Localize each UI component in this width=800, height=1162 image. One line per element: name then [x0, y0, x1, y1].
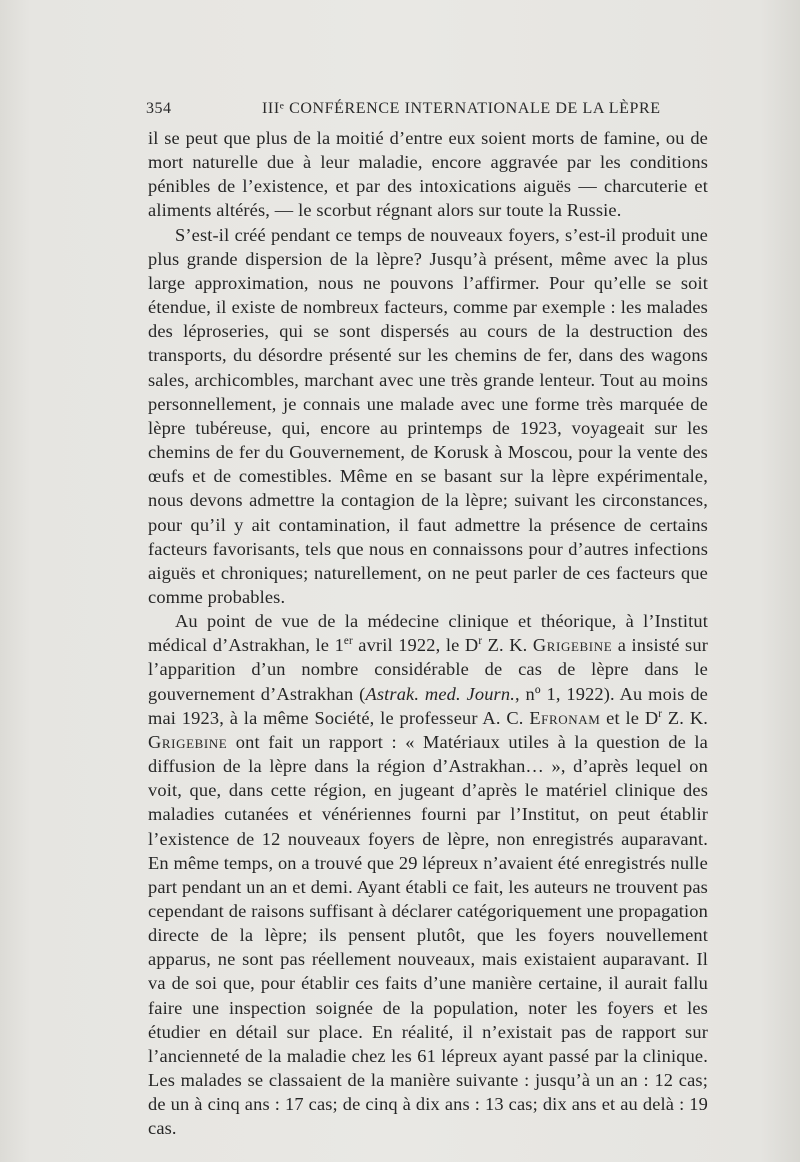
text-run: Au point de vue de la médecine clinique et théorique, à l’Institut médical d’Astrakhan, le 1 — [148, 611, 708, 656]
author-name: Efronam — [529, 707, 601, 728]
superscript: r — [478, 635, 483, 648]
text-run: et le D — [600, 707, 659, 728]
page-header — [146, 100, 706, 124]
text-run: , nº 1, 1922). Au mois de mai 1923, à la même Société, le professeur A. C. — [148, 683, 708, 728]
author-name: Grigebine — [148, 731, 228, 752]
text-run: ont fait un rapport : « Matériaux utiles à la question de la diffusion de la lèpre dans la région d’Astrakhan… », d’après lequel on voit, que, dans cette région, en jugeant d’après le matériel clinique des maladies cutanées et vénériennes fourni par l’Institut, on peut établir l’existence de 12 nouveaux foyers de lèpre, non enregistrés auparavant. En même temps, on a trouvé que 29 lépreux n’avaient été enregistrés nulle part pendant un an et demi. Ayant établi ce fait, les auteurs ne trouvent pas cependant de raisons suffisant à déclarer catégoriquement une propagation directe de la lèpre; ils pensent plutôt, que les foyers nouvellement apparus, ne sont pas réellement nouveaux, mais existaient auparavant. Il va de soi que, pour établir ces faits d’une manière certaine, il aurait fallu faire une inspection soignée de la population, noter les foyers et les étudier en détail sur place. En réalité, il n’existait pas de rapport sur l’ancienneté de la maladie chez les 61 lépreux ayant passé par la clinique. Les malades se classaient de la manière suivante : jusqu’à un an : 12 cas; de un à cinq ans : 17 cas; de cinq à dix ans : 13 cas; dix ans et au delà : 19 cas. — [148, 731, 708, 1139]
paragraph-continued: il se peut que plus de la moitié d’entre eux soient morts de famine, ou de mort naturelle due à leur maladie, encore aggravée par les conditions pénibles de l’existence, et par des intoxications aiguës — charcuterie et aliments altérés, — le scorbut régnant alors sur toute la Russie. — [148, 128, 708, 221]
superscript: er — [343, 635, 353, 648]
paragraph-astrakhan — [148, 609, 708, 1140]
page-number: 354 — [146, 100, 172, 117]
body-text — [148, 126, 708, 1141]
author-name: Grigebine — [532, 635, 613, 656]
superscript: r — [658, 707, 663, 720]
text-run: a insisté sur l’apparition d’un nombre considérable de cas de lèpre dans le gouvernement d’Astrakhan ( — [148, 635, 708, 704]
journal-citation: Astrak. med. Journ. — [365, 683, 515, 704]
paragraph-new-foyers: S’est-il créé pendant ce temps de nouveaux foyers, s’est-il produit une plus grande dispersion de la lèpre? Jusqu’à présent, même avec la plus large approximation, nous ne pouvons l’affirmer. Pour qu’elle se soit étendue, il existe de nombreux facteurs, comme par exemple : les malades des léproseries, qui se sont dispersés au cours de la destruction des transports, du désordre présenté sur les chemins de fer, dans des wagons sales, archicombles, marchant avec une très grande lenteur. Tout au moins personnellement, je connais une malade avec une forme très marquée de lèpre tubéreuse, qui, encore au printemps de 1923, voyageait sur les chemins de fer du Gouvernement, de Korusk à Moscou, pour la vente des œufs et de comestibles. Même en se basant sur la lèpre expérimentale, nous devons admettre la contagion de la lèpre; suivant les circonstances, pour qu’il y ait contamination, il faut admettre la présence de certains facteurs favorisants, tels que nous en connaissons pour d’autres infections aiguës et chroniques; naturellement, on ne peut parler de ces facteurs que comme probables. — [148, 224, 708, 607]
text-run: avril 1922, le D — [352, 635, 479, 656]
text-run: Z. K. — [662, 707, 708, 728]
running-title: IIIᵉ CONFÉRENCE INTERNATIONALE DE LA LÈPRE — [262, 100, 661, 117]
text-run: Z. K. — [482, 635, 533, 656]
